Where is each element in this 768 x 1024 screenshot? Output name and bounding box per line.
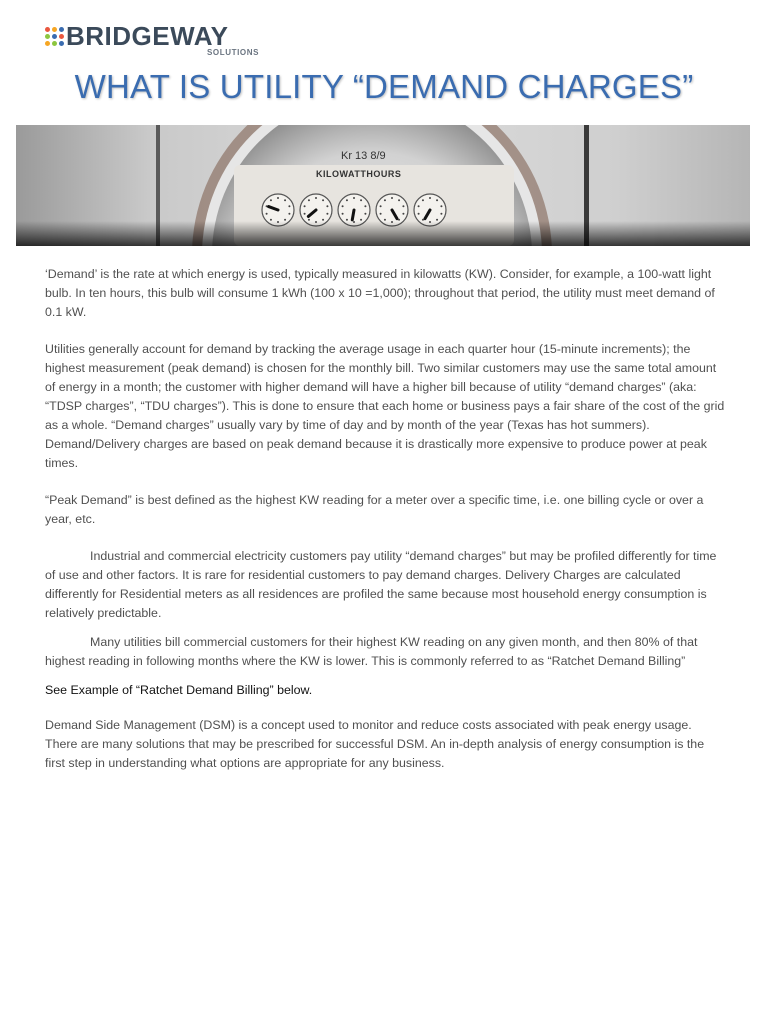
dial-tick	[436, 219, 438, 221]
dial-tick	[422, 199, 424, 201]
dial-tick	[284, 199, 286, 201]
dial-tick	[315, 197, 317, 199]
dial-tick	[360, 199, 362, 201]
paragraph-demand-definition: ‘Demand’ is the rate at which energy is used, typically measured in kilowatts (KW). Consider, for example, a 100-watt light bulb. In ten hours, this bulb will consume 1 kWh (100 x 10 =1,000); throughout that period, the utility must meet demand of 0.1 kW.	[45, 267, 715, 319]
meter-kilowatthours-label: KILOWATTHOURS	[316, 169, 402, 179]
logo-dot	[59, 41, 64, 46]
electric-meter-image	[16, 125, 750, 246]
dial-tick	[346, 199, 348, 201]
document-body	[45, 265, 725, 791]
dial-tick	[346, 219, 348, 221]
paragraph-see-example: See Example of “Ratchet Demand Billing” below.	[45, 683, 313, 697]
dial-tick	[270, 219, 272, 221]
logo-dot	[45, 41, 50, 46]
dial-tick	[380, 213, 382, 215]
logo-subtext: SOLUTIONS	[207, 48, 260, 57]
logo-dot	[59, 34, 64, 39]
logo-dot	[52, 34, 57, 39]
dial-tick	[266, 213, 268, 215]
paragraph-peak-demand: “Peak Demand” is best defined as the highest KW reading for a meter over a specific time, i.e. one billing cycle or over a year, etc.	[45, 493, 704, 526]
dial-tick	[440, 205, 442, 207]
paragraph-dsm: Demand Side Management (DSM) is a concept used to monitor and reduce costs associated with peak energy usage. There are many solutions that may be prescribed for successful DSM. An in-depth analysis of energy consumption is the first step in understanding what options are appropriate for any business.	[45, 718, 705, 770]
dial-tick	[277, 197, 279, 199]
logo-dot	[52, 27, 57, 32]
dial-tick	[398, 199, 400, 201]
dial-tick	[436, 199, 438, 201]
dial-tick	[322, 199, 324, 201]
dial-tick	[326, 205, 328, 207]
dial-tick	[418, 213, 420, 215]
dial-tick	[402, 213, 404, 215]
dial-tick	[353, 197, 355, 199]
meter-kr-label: Kr 13 8/9	[341, 150, 386, 162]
dial-tick	[418, 205, 420, 207]
dial-tick	[342, 213, 344, 215]
bridgeway-logo	[45, 21, 265, 58]
logo-dot	[52, 41, 57, 46]
electric-meter-illustration	[16, 125, 750, 246]
dial-tick	[304, 213, 306, 215]
logo-dot	[45, 34, 50, 39]
dial-tick	[322, 219, 324, 221]
dial-tick	[402, 205, 404, 207]
dial-tick	[342, 205, 344, 207]
dial-tick	[308, 199, 310, 201]
dial-tick	[364, 205, 366, 207]
paragraph-ratchet-billing: Many utilities bill commercial customers for their highest KW reading on any given month, and then 80% of that highest reading in following months where the KW is lower. This is commonly referred to as “Ratchet Demand Billing”	[45, 635, 698, 668]
paragraph-industrial-commercial: Industrial and commercial electricity customers pay utility “demand charges” but may be profiled differently for time of use and other factors. It is rare for residential customers to pay demand charges. Delivery Charges are calculated differently for Residential meters as all residences are profiled the same because most household energy consumption is relatively predictable.	[45, 549, 717, 620]
dial-tick	[304, 205, 306, 207]
dial-tick	[326, 213, 328, 215]
dial-tick	[380, 205, 382, 207]
dial-tick	[391, 197, 393, 199]
dial-tick	[364, 213, 366, 215]
dial-tick	[284, 219, 286, 221]
page-title: WHAT IS UTILITY “DEMAND CHARGES”	[74, 68, 694, 105]
logo-wordmark: BRIDGEWAY	[66, 21, 229, 51]
dial-tick	[429, 197, 431, 199]
logo-dot	[59, 27, 64, 32]
logo-dot	[45, 27, 50, 32]
dial-tick	[384, 219, 386, 221]
dial-tick	[440, 213, 442, 215]
dial-tick	[308, 219, 310, 221]
logo-dots-icon	[45, 27, 65, 47]
dial-hand	[352, 210, 354, 220]
dial-tick	[288, 213, 290, 215]
dial-tick	[270, 199, 272, 201]
dial-tick	[288, 205, 290, 207]
paragraph-utilities-account: Utilities generally account for demand by tracking the average usage in each quarter hour (15-minute increments); the highest measurement (peak demand) is chosen for the monthly bill. Two similar customers may use the same total amount of energy in a month; the customer with higher demand will have a higher bill because of utility “demand charges” (aka: “TDSP charges”, “TDU charges”). This is done to ensure that each home or business pays a fair share of the cost of the grid as a whole. “Demand charges” usually vary by time of day and by month of the year (Texas has hot summers). Demand/Delivery charges are based on peak demand because it is drastically more expensive to produce power at peak times.	[45, 342, 725, 470]
dial-tick	[384, 199, 386, 201]
dial-tick	[360, 219, 362, 221]
